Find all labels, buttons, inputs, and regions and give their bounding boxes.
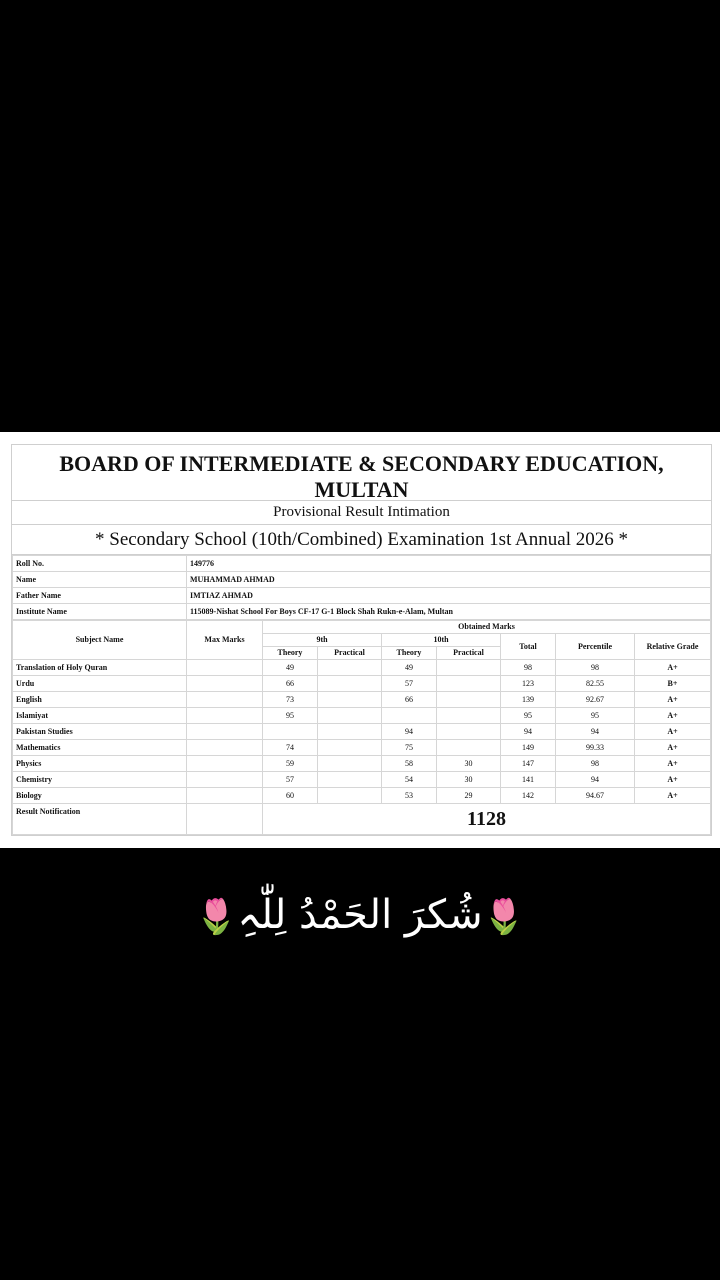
max-cell [187,740,263,756]
percentile-cell: 95 [556,708,635,724]
board-title [12,445,711,501]
marks-row [13,676,711,692]
subject-header: Subject Name [13,621,187,660]
total-cell: 95 [501,708,556,724]
father-row [13,588,711,604]
tenth-theory-cell: 94 [382,724,437,740]
subject-cell: Urdu [13,676,187,692]
ninth-practical-cell [318,788,382,804]
result-total: 1128 [263,804,711,835]
percentile-cell: 94 [556,772,635,788]
total-cell: 139 [501,692,556,708]
percentile-cell: 94 [556,724,635,740]
institute-value: 115089-Nishat School For Boys CF-17 G-1 Block Shah Rukn-e-Alam, Multan [187,604,711,620]
grade-cell: A+ [635,660,711,676]
tenth-theory-header: Theory [382,647,437,660]
marks-body [13,660,711,804]
max-cell [187,724,263,740]
percentile-cell: 99.33 [556,740,635,756]
caption [0,880,720,952]
marks-row [13,740,711,756]
grade-cell: B+ [635,676,711,692]
subject-cell: Chemistry [13,772,187,788]
name-value: MUHAMMAD AHMAD [187,572,711,588]
total-cell: 94 [501,724,556,740]
subject-cell: Islamiyat [13,708,187,724]
grade-cell: A+ [635,708,711,724]
grade-cell: A+ [635,756,711,772]
marks-row [13,708,711,724]
board-title-line2: MULTAN [314,477,409,502]
tulip-icon-right: 🌷 [195,897,238,937]
subject-cell: English [13,692,187,708]
tenth-practical-cell [437,724,501,740]
total-cell: 123 [501,676,556,692]
tenth-practical-cell [437,692,501,708]
roll-row [13,556,711,572]
ninth-practical-cell [318,740,382,756]
tenth-header: 10th [382,634,501,647]
marks-row [13,724,711,740]
ninth-theory-cell [263,724,318,740]
max-cell [187,788,263,804]
total-header: Total [501,634,556,660]
grade-cell: A+ [635,740,711,756]
ninth-practical-cell [318,756,382,772]
ninth-theory-header: Theory [263,647,318,660]
obtained-header: Obtained Marks [263,621,711,634]
percentile-cell: 92.67 [556,692,635,708]
tulip-icon-left: 🌷 [482,897,525,937]
subject-cell: Translation of Holy Quran [13,660,187,676]
max-cell [187,692,263,708]
ninth-header: 9th [263,634,382,647]
max-cell [187,756,263,772]
total-cell: 141 [501,772,556,788]
result-card [0,432,720,848]
tenth-theory-cell: 54 [382,772,437,788]
total-cell: 149 [501,740,556,756]
ninth-practical-cell [318,724,382,740]
subject-cell: Mathematics [13,740,187,756]
subtitle: Provisional Result Intimation [12,501,711,525]
subject-cell: Pakistan Studies [13,724,187,740]
max-header: Max Marks [187,621,263,660]
tenth-theory-cell: 53 [382,788,437,804]
marks-table [12,620,711,835]
ninth-theory-cell: 57 [263,772,318,788]
subject-cell: Biology [13,788,187,804]
student-info-table [12,555,711,620]
tenth-theory-cell [382,708,437,724]
percentile-cell: 94.67 [556,788,635,804]
grade-cell: A+ [635,788,711,804]
name-label: Name [13,572,187,588]
tenth-practical-cell [437,708,501,724]
tenth-theory-cell: 57 [382,676,437,692]
percentile-cell: 98 [556,660,635,676]
max-cell [187,660,263,676]
tenth-theory-cell: 58 [382,756,437,772]
result-row [13,804,711,835]
grade-header: Relative Grade [635,634,711,660]
total-cell: 98 [501,660,556,676]
ninth-theory-cell: 66 [263,676,318,692]
roll-value: 149776 [187,556,711,572]
ninth-practical-cell [318,660,382,676]
marks-row [13,692,711,708]
tenth-practical-cell: 30 [437,756,501,772]
subject-cell: Physics [13,756,187,772]
tenth-theory-cell: 49 [382,660,437,676]
marks-row [13,788,711,804]
percentile-cell: 82.55 [556,676,635,692]
caption-text: شُکرَ الحَمْدُ لِلّٰہِ [237,892,483,938]
board-title-line1: BOARD OF INTERMEDIATE & SECONDARY EDUCATION, [59,451,664,476]
total-cell: 147 [501,756,556,772]
ninth-practical-header: Practical [318,647,382,660]
grade-cell: A+ [635,772,711,788]
ninth-practical-cell [318,692,382,708]
tenth-practical-cell: 29 [437,788,501,804]
grade-cell: A+ [635,692,711,708]
percentile-cell: 98 [556,756,635,772]
institute-label: Institute Name [13,604,187,620]
tenth-practical-cell [437,676,501,692]
tenth-practical-cell: 30 [437,772,501,788]
father-label: Father Name [13,588,187,604]
grade-cell: A+ [635,724,711,740]
tenth-practical-cell [437,660,501,676]
ninth-practical-cell [318,772,382,788]
ninth-theory-cell: 74 [263,740,318,756]
ninth-theory-cell: 49 [263,660,318,676]
total-cell: 142 [501,788,556,804]
result-spacer [187,804,263,835]
ninth-theory-cell: 73 [263,692,318,708]
ninth-practical-cell [318,708,382,724]
ninth-theory-cell: 59 [263,756,318,772]
marks-row [13,660,711,676]
ninth-practical-cell [318,676,382,692]
max-cell [187,676,263,692]
ninth-theory-cell: 95 [263,708,318,724]
father-value: IMTIAZ AHMAD [187,588,711,604]
ninth-theory-cell: 60 [263,788,318,804]
result-sheet [11,444,712,836]
result-label: Result Notification [13,804,187,835]
tenth-practical-header: Practical [437,647,501,660]
roll-label: Roll No. [13,556,187,572]
tenth-theory-cell: 66 [382,692,437,708]
institute-row [13,604,711,620]
tenth-practical-cell [437,740,501,756]
name-row [13,572,711,588]
max-cell [187,772,263,788]
tenth-theory-cell: 75 [382,740,437,756]
marks-row [13,756,711,772]
exam-title: * Secondary School (10th/Combined) Examination 1st Annual 2026 * [12,525,711,555]
header-row-1 [13,621,711,634]
max-cell [187,708,263,724]
percentile-header: Percentile [556,634,635,660]
marks-row [13,772,711,788]
